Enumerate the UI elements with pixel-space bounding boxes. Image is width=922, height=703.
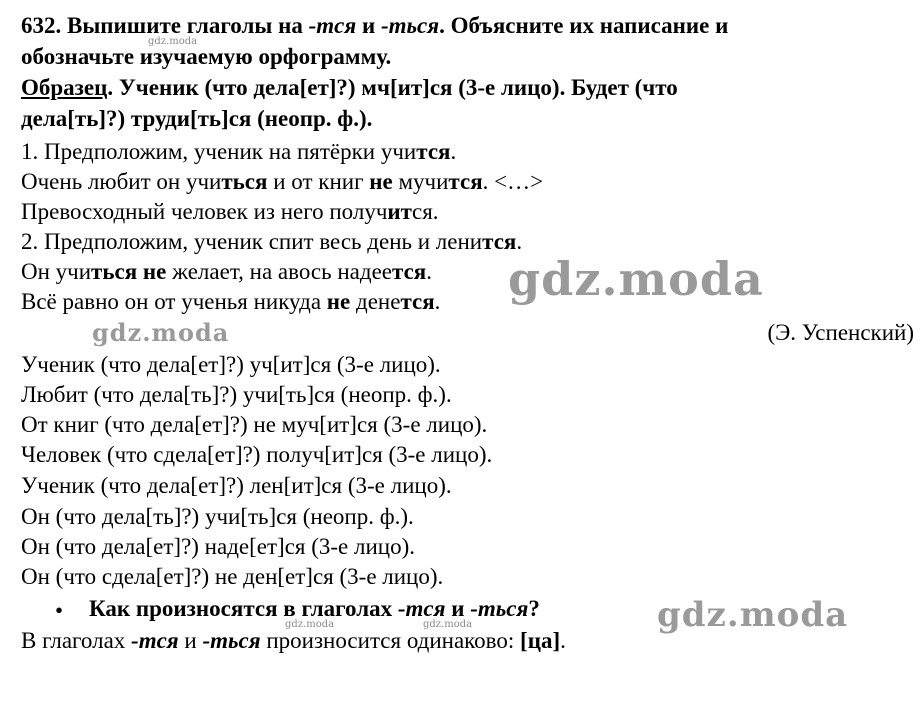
poem-line-3: Превосходный человек из него получится. <box>21 199 439 224</box>
watermark-large: gdz.moda <box>508 252 764 306</box>
task-heading-line2: обозначьте изучаемую орфограмму. <box>21 44 392 69</box>
watermark-small: gdz.moda <box>423 619 473 630</box>
question-line: Как произносятся в глаголах -тся и -ться? <box>89 596 540 621</box>
answer-line: От книг (что дела[ет]?) не муч[ит]ся (3-е лицо). <box>21 412 488 437</box>
watermark-large: gdz.moda <box>657 595 849 635</box>
task-number: 632. <box>21 13 62 38</box>
poem-line-1: 1. Предположим, ученик на пятёрки учится. <box>21 139 457 164</box>
answer-line: Ученик (что дела[ет]?) уч[ит]ся (3-е лицо). <box>21 352 441 377</box>
answer-line: Ученик (что дела[ет]?) лен[ит]ся (3-е лицо). <box>21 473 452 498</box>
poem-line-6: Всё равно он от ученья никуда не денется. <box>21 289 441 314</box>
sample-line1: Образец. Ученик (что дела[ет]?) мч[ит]ся (3-е лицо). Будет (что <box>21 75 678 100</box>
poem-line-5: Он учиться не желает, на авось надеется. <box>21 259 432 284</box>
poem-line-4: 2. Предположим, ученик спит весь день и ленится. <box>21 229 523 254</box>
sample-line2: дела[ть]?) труди[ть]ся (неопр. ф.). <box>21 106 373 131</box>
watermark-medium: gdz.moda <box>92 318 230 347</box>
task-heading: 632. Выпишите глаголы на -тся и -ться. Объясните их написание и <box>21 13 729 38</box>
bullet-icon: • <box>55 598 64 623</box>
watermark-small: gdz.moda <box>148 36 198 47</box>
answer-line: Он (что сдела[ет]?) не ден[ет]ся (3-е лицо). <box>21 564 444 589</box>
watermark-small: gdz.moda <box>285 619 335 630</box>
poem-author: (Э. Успенский) <box>767 320 914 345</box>
answer-line: Он (что дела[ть]?) учи[ть]ся (неопр. ф.). <box>21 504 414 529</box>
poem-line-2: Очень любит он учиться и от книг не мучится. <…> <box>21 169 544 194</box>
answer-line: Любит (что дела[ть]?) учи[ть]ся (неопр. ф.). <box>21 382 452 407</box>
final-answer-line: В глаголах -тся и -ться произносится одинаково: [ца]. <box>21 628 566 653</box>
answer-line: Человек (что сдела[ет]?) получ[ит]ся (3-е лицо). <box>21 442 493 467</box>
sample-label: Образец <box>21 75 108 100</box>
answer-line: Он (что дела[ет]?) наде[ет]ся (3-е лицо). <box>21 534 416 559</box>
